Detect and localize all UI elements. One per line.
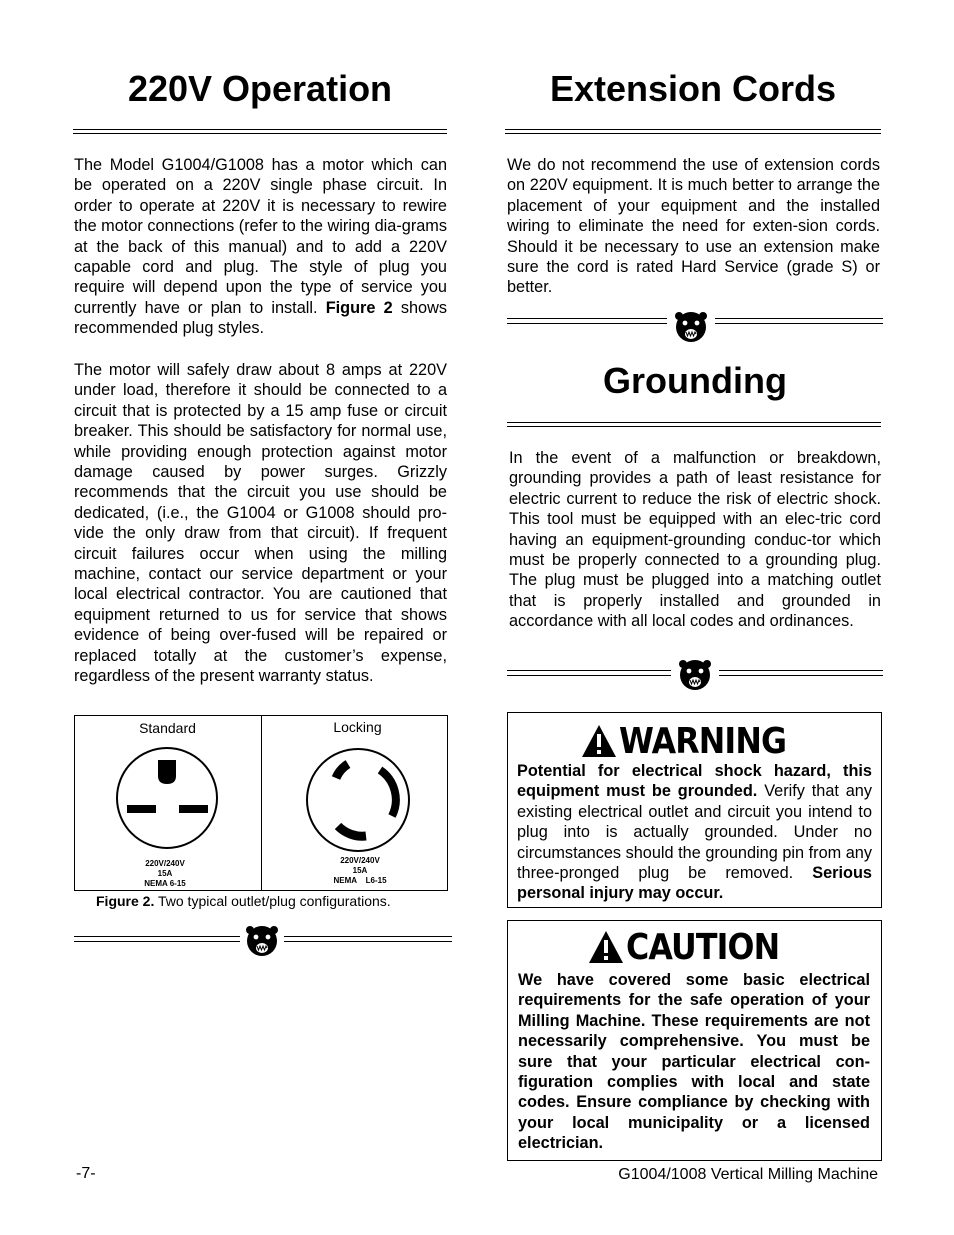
spec-line: 15A [157, 869, 173, 878]
warning-heading [508, 719, 881, 763]
divider-line [715, 318, 883, 324]
divider-line [284, 936, 452, 942]
figure-divider [261, 716, 262, 890]
title-rule [507, 422, 881, 427]
locking-spec [315, 856, 405, 886]
paragraph-extension-cords: We do not recommend the use of extension cords on 220V equipment. It is much better to arrange the placement of your equipment and the installed wiring to eliminate the need for exten-sion cords. Should it be necessary to use an extension make sure the cord is rated Hard Service (grade S) or better. [507, 156, 880, 297]
spec-line: 220V/240V [340, 856, 380, 865]
divider-line [507, 318, 667, 324]
page-number: -7- [76, 1165, 96, 1182]
text-run: Verify that any existing electrical outlet and circuit you intend to plug into is actually grounded. Under no circumstances should the grounding pin from any three-pronged plug be removed. [517, 782, 873, 883]
figure-caption [96, 893, 456, 909]
locking-outlet-icon [300, 744, 416, 858]
spec-line: NEMA 6-15 [144, 879, 186, 888]
paragraph-220v-amperage: The motor will safely draw about 8 amps at 220V under load, therefore it should be connected to a circuit that is protected by a 15 amp fuse or circuit breaker. This should be satisfactory for normal use, while providing enough protection against motor damage caused by power surges. Grizzly recommends that the circuit you use should be dedicated, (i.e., the G1004 or G1008 should pro-vide the only draw from that circuit). If frequent circuit failures occur when using the milling machine, contact our service department or your local electrical contractor. You are cautioned that equipment returned to us for service that shows evidence of being over-fused will be repaired or replaced totally at the customer’s expense, regardless of the present warranty status. [74, 361, 447, 686]
warning-text [517, 761, 872, 904]
warning-emphasis: Potential for electrical shock hazard, this equipment must be grounded. [517, 762, 872, 801]
section-divider [74, 924, 452, 956]
title-rule [505, 129, 881, 134]
figure-reference: Figure 2 [325, 298, 393, 317]
caption-text: Two typical outlet/plug configurations. [154, 893, 391, 909]
section-divider [507, 658, 883, 690]
warning-triangle-icon [588, 930, 624, 964]
paragraph-grounding: In the event of a malfunction or breakdown, grounding provides a path of least resistance for electric current to reduce the risk of electric shock. This tool must be equipped with an elec-tric cord having an equipment-grounding conduc-tor which must be properly connected to a grounding plug. The plug must be plugged into a matching outlet that is properly installed and grounded in accordance with all local codes and ordinances. [509, 449, 881, 631]
grizzly-bear-icon [673, 310, 709, 346]
standard-spec [125, 859, 205, 889]
text-run: The Model G1004/G1008 has a motor which can be operated on a 220V single phase circuit. In order to operate at 220V it is necessary to rewire the motor connections (refer to the wiring dia-grams at the back of this manual) and to add a 220V capable cord and plug. The style of plug you require will depend upon the type of service you currently have or plan to install. [74, 156, 447, 317]
warning-box [507, 712, 882, 908]
divider-line [507, 670, 671, 676]
paragraph-220v-intro [74, 155, 447, 339]
figure-outlet-configurations [74, 715, 448, 891]
grizzly-bear-icon [677, 658, 713, 694]
warning-label: WARNING [618, 720, 786, 762]
caution-heading [508, 925, 881, 969]
divider-line [719, 670, 883, 676]
caption-label: Figure 2. [96, 893, 155, 909]
grizzly-bear-icon [244, 924, 280, 960]
label-locking: Locking [333, 719, 382, 735]
warning-emphasis: Serious personal injury may occur. [517, 864, 872, 903]
text-run: shows recommended plug styles. [74, 298, 447, 338]
section-divider [507, 310, 883, 342]
warning-triangle-icon [581, 724, 617, 758]
standard-outlet-icon [113, 746, 223, 856]
spec-line: 15A [352, 866, 368, 875]
section-title-extension: Extension Cords [549, 68, 837, 109]
title-rule [73, 129, 447, 134]
spec-line: 220V/240V [145, 859, 185, 868]
caution-label: CAUTION [626, 926, 780, 968]
caution-text: We have covered some basic electrical requirements for the safe operation of your Milling Machine. These requirements are not necessarily comprehensive. You must be sure that your particular electrical con-figuration complies with local and state codes. Ensure compliance by checking with your local municipality or a licensed electrician. [518, 971, 870, 1153]
divider-line [74, 936, 240, 942]
label-standard: Standard [139, 720, 196, 736]
manual-title: G1004/1008 Vertical Milling Machine [618, 1166, 878, 1183]
spec-line: NEMA L6-15 [333, 876, 387, 885]
section-title-220v: 220V Operation [127, 68, 393, 109]
caution-box [507, 920, 882, 1161]
section-title-grounding: Grounding [603, 360, 787, 401]
